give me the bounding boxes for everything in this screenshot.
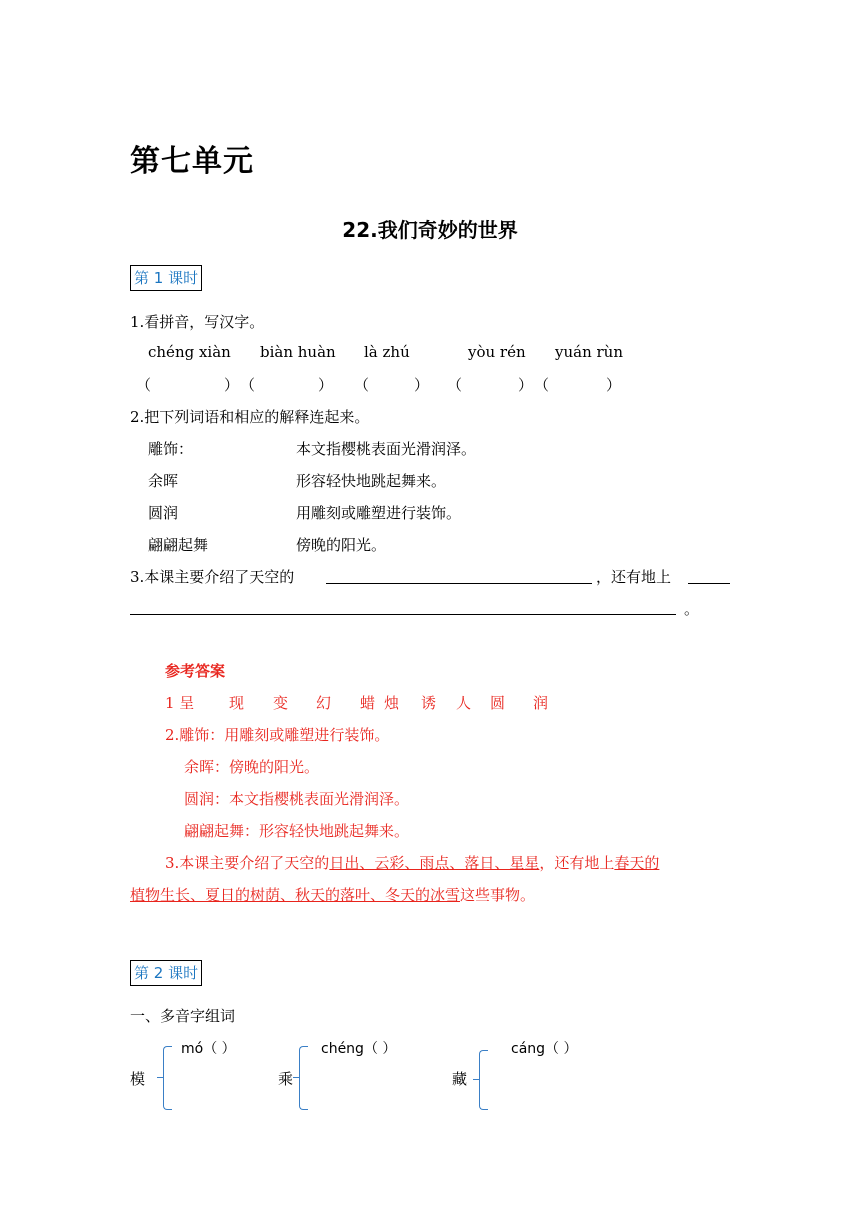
- pinyin-1: chéng xiàn: [148, 343, 231, 361]
- blank-4-open: （: [447, 376, 463, 394]
- q3-blank-ground-a: [688, 583, 730, 584]
- q3-blank-sky: [326, 583, 592, 584]
- a3-ground-2: 植物生长、夏日的树荫、秋天的落叶、冬天的冰雪: [130, 886, 461, 904]
- a2-line-4: 翩翩起舞：形容轻快地跳起舞来。: [184, 822, 410, 840]
- lesson2-tag: 第 2 课时: [130, 960, 202, 986]
- a1-char-7: 诱: [421, 694, 437, 712]
- a1-char-2: 现: [229, 694, 245, 712]
- a1-char-5: 蜡: [360, 694, 376, 712]
- char-cang: 藏: [452, 1070, 468, 1088]
- brace-cheng: [299, 1046, 308, 1110]
- blank-4-close: ）: [518, 376, 534, 394]
- blank-1-open: （: [136, 376, 152, 394]
- reading-mo: mó（ ）: [181, 1041, 236, 1057]
- blank-2-open: （: [240, 376, 256, 394]
- a2-line-2: 余晖：傍晚的阳光。: [184, 758, 320, 776]
- match-left-2: 余晖: [148, 472, 179, 490]
- pinyin-3: là zhú: [364, 343, 410, 361]
- blank-3-open: （: [354, 376, 370, 394]
- match-right-2: 形容轻快地跳起舞来。: [296, 472, 447, 490]
- pinyin-5: yuán rùn: [555, 343, 623, 361]
- a2-line-1: 2.雕饰：用雕刻或雕塑进行装饰。: [165, 726, 390, 744]
- match-left-3: 圆润: [148, 504, 179, 522]
- a1-char-4: 幻: [316, 694, 332, 712]
- a1-char-1: 1 呈: [165, 694, 195, 712]
- match-left-4: 翩翩起舞: [148, 536, 209, 554]
- a1-char-10: 润: [533, 694, 549, 712]
- pinyin-4: yòu rén: [468, 343, 526, 361]
- a3-suffix: 这些事物。: [460, 886, 536, 904]
- q3-end: 。: [684, 600, 700, 618]
- a3-prefix: 3.本课主要介绍了天空的: [165, 854, 330, 872]
- brace-mo: [163, 1046, 172, 1110]
- char-cheng: 乘: [278, 1070, 294, 1088]
- brace-cang-tick: [473, 1079, 479, 1080]
- reading-cheng: chéng（ ）: [321, 1041, 397, 1057]
- brace-mo-tick: [157, 1077, 163, 1078]
- a3-ground-1: 春天的: [614, 854, 660, 872]
- q3-part1: 3.本课主要介绍了天空的: [130, 568, 295, 586]
- char-mo: 模: [130, 1070, 146, 1088]
- q1-title: 1.看拼音，写汉字。: [130, 313, 265, 331]
- lesson1-tag: 第 1 课时: [130, 265, 202, 291]
- a2-line-3: 圆润：本文指樱桃表面光滑润泽。: [184, 790, 410, 808]
- answers-heading: 参考答案: [165, 662, 226, 680]
- blank-5-close: ）: [606, 376, 622, 394]
- q2-title: 2.把下列词语和相应的解释连起来。: [130, 408, 370, 426]
- pinyin-2: biàn huàn: [260, 343, 336, 361]
- a3-line-1: [165, 852, 659, 873]
- blank-3-close: ）: [414, 376, 430, 394]
- match-right-4: 傍晚的阳光。: [296, 536, 387, 554]
- unit-title: 第七单元: [130, 144, 254, 179]
- blank-5-open: （: [534, 376, 550, 394]
- brace-cang: [479, 1050, 488, 1110]
- a1-char-3: 变: [273, 694, 289, 712]
- brace-cheng-tick: [293, 1077, 299, 1078]
- blank-1-close: ）: [224, 376, 240, 394]
- section-polyphonic: 一、多音字组词: [130, 1007, 236, 1025]
- match-right-1: 本文指樱桃表面光滑润泽。: [296, 440, 477, 458]
- reading-cang: cáng（ ）: [511, 1041, 578, 1057]
- a1-char-6: 烛: [384, 694, 400, 712]
- match-right-3: 用雕刻或雕塑进行装饰。: [296, 504, 462, 522]
- match-left-1: 雕饰：: [148, 440, 194, 458]
- a3-sky: 日出、云彩、雨点、落日、星星: [329, 854, 540, 872]
- a1-char-9: 圆: [490, 694, 506, 712]
- a1-char-8: 人: [456, 694, 472, 712]
- a3-mid: ，还有地上: [539, 854, 615, 872]
- q3-blank-ground-b: [130, 614, 676, 615]
- q3-part2: ，还有地上: [596, 568, 672, 586]
- blank-2-close: ）: [318, 376, 334, 394]
- lesson-title: 22.我们奇妙的世界: [342, 218, 518, 242]
- a3-line-2: [130, 884, 535, 905]
